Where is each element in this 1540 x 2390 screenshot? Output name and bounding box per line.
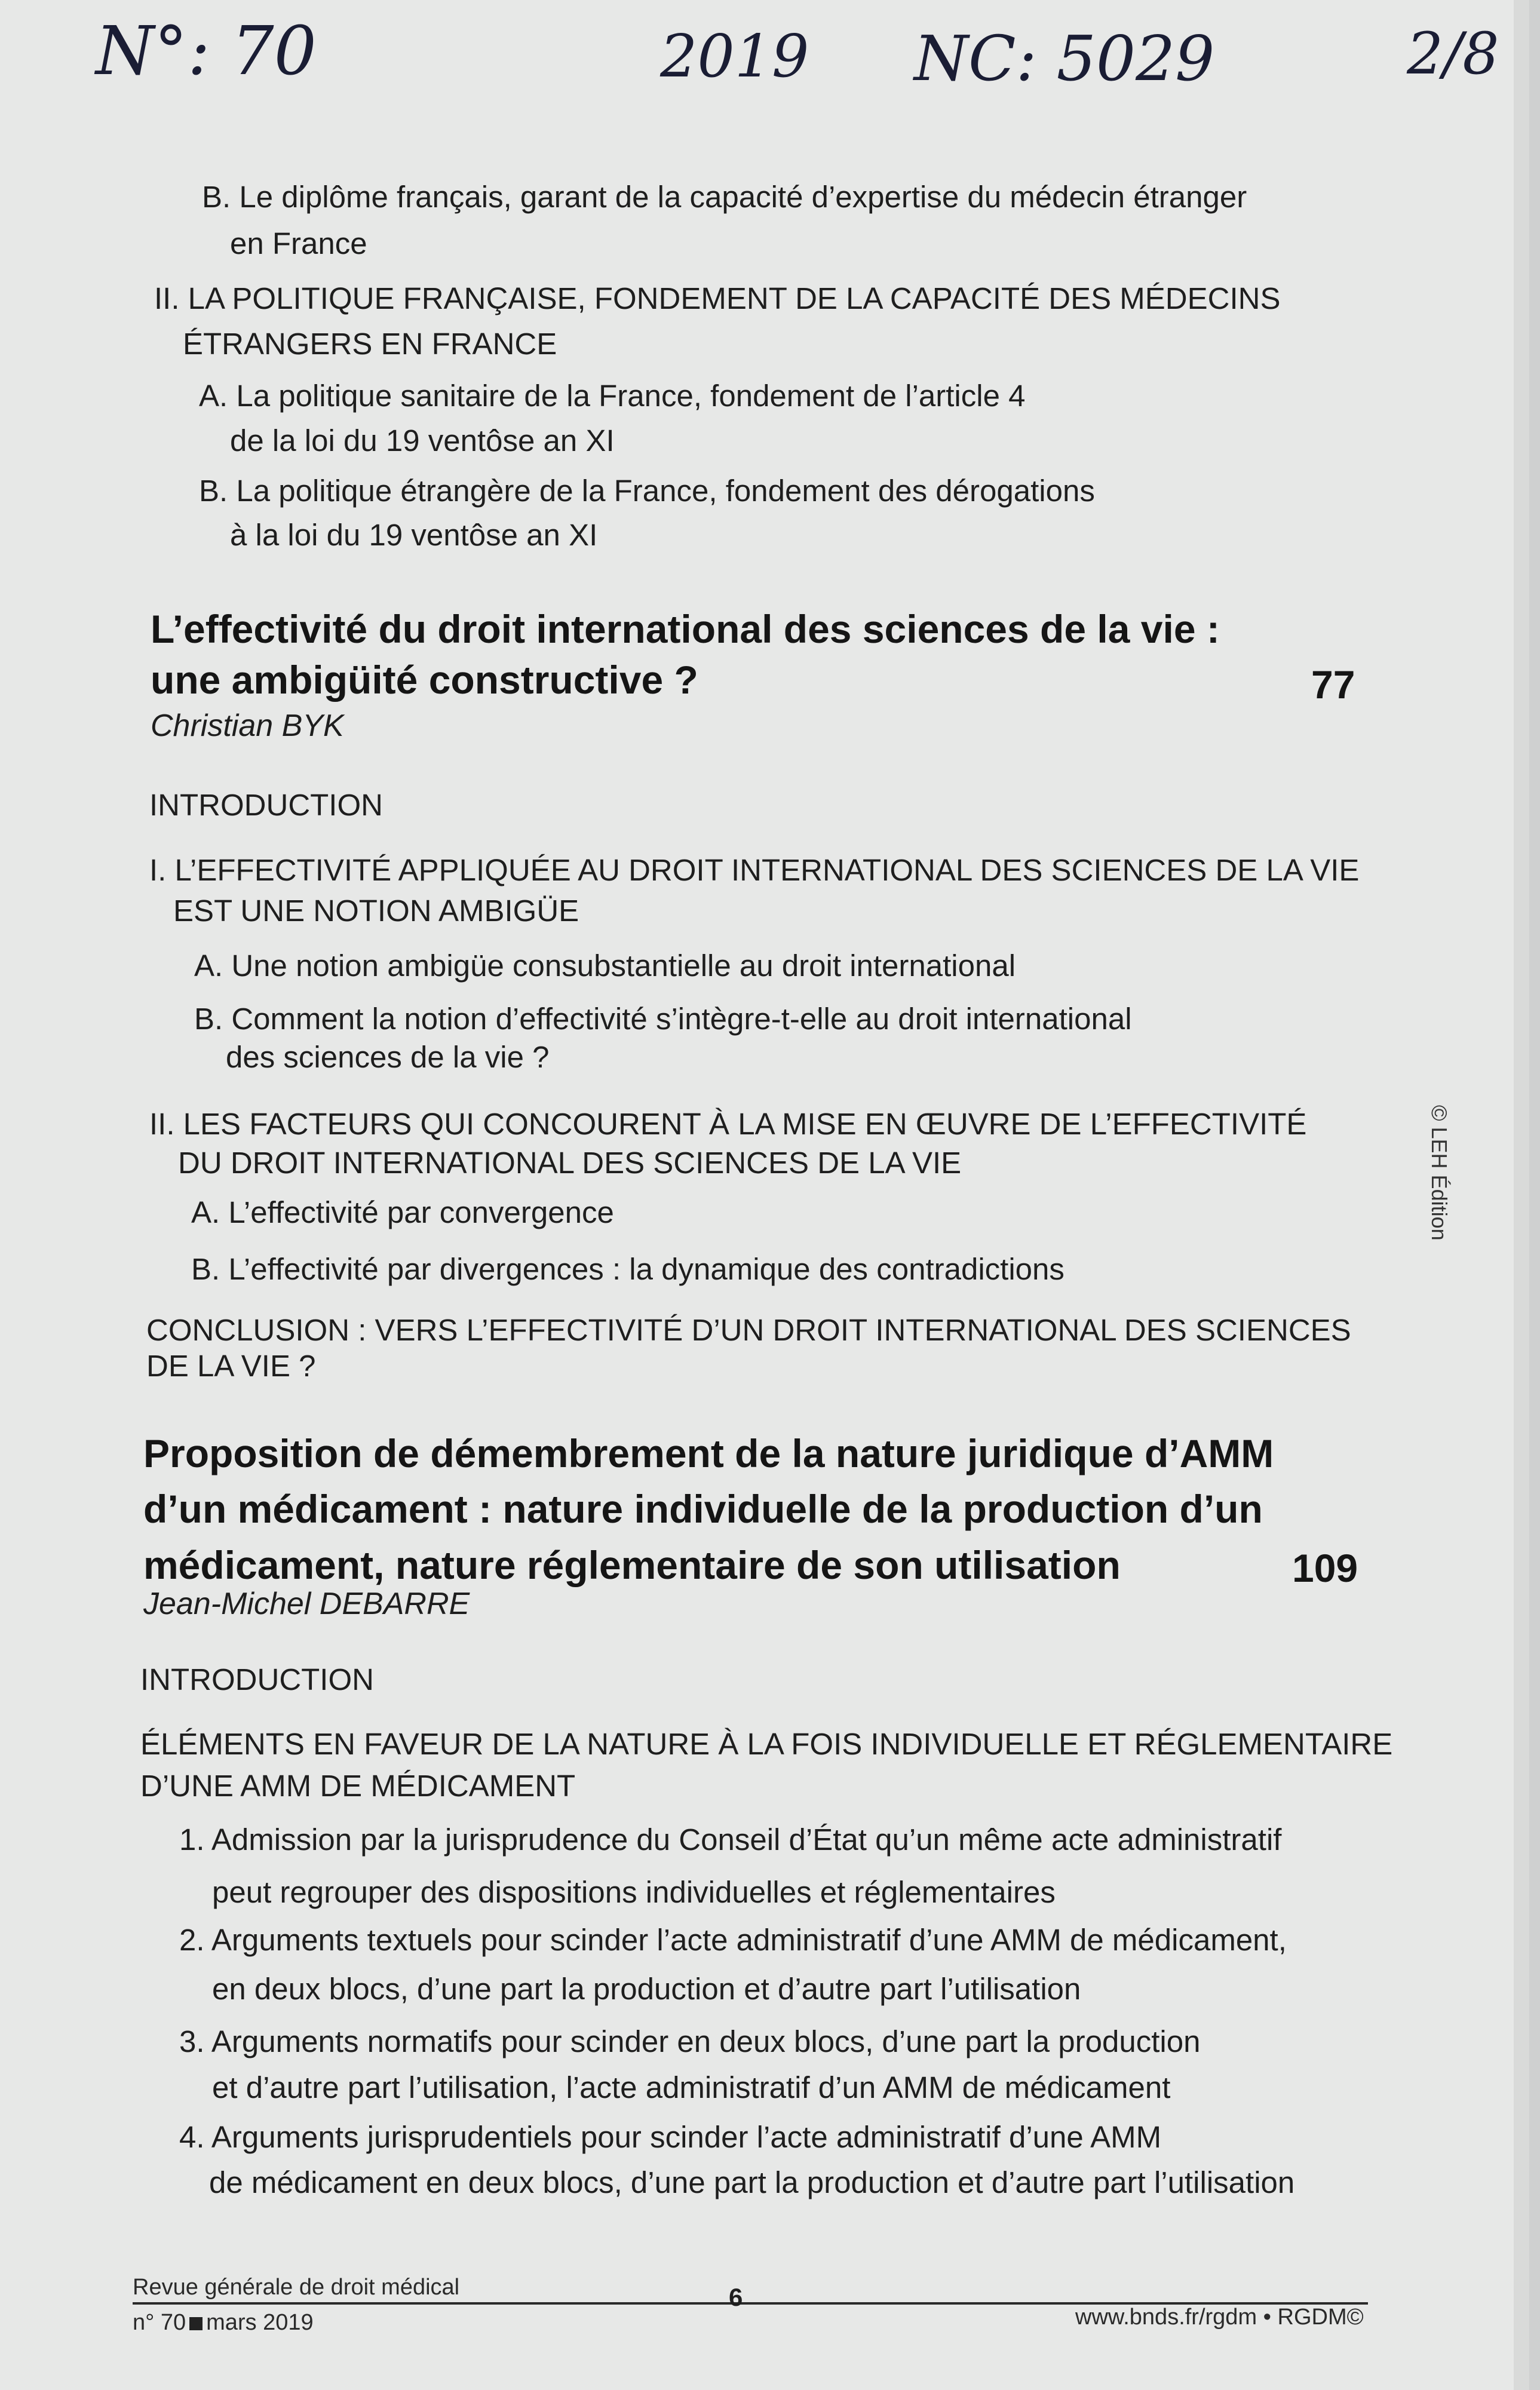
toc-line: II. LES FACTEURS QUI CONCOURENT À LA MISE EN ŒUVRE DE L’EFFECTIVITÉ [149,1107,1307,1141]
toc-line: 4. Arguments jurisprudentiels pour scinder l’acte administratif d’une AMM [179,2120,1162,2154]
toc-line: DU DROIT INTERNATIONAL DES SCIENCES DE LA VIE [178,1146,962,1180]
toc-line: A. Une notion ambigüe consubstantielle au droit international [194,949,1016,983]
toc-line: et d’autre part l’utilisation, l’acte administratif d’un AMM de médicament [212,2070,1171,2104]
page-number: 109 [1292,1546,1358,1590]
toc-line: ÉTRANGERS EN FRANCE [183,327,557,361]
copyright-text: © LEH Édition [1427,1105,1452,1241]
article-title: une ambigüité constructive ? [151,658,698,702]
article-title: médicament, nature réglementaire de son utilisation [143,1543,1121,1587]
handwritten-nc: NC: 5029 [914,22,1215,95]
toc-line: A. La politique sanitaire de la France, fondement de l’article 4 [199,379,1026,413]
footer-issue: n° 70 [133,2310,186,2335]
square-bullet-icon [189,2317,203,2330]
handwritten-year: 2019 [660,23,809,91]
toc-line: I. L’EFFECTIVITÉ APPLIQUÉE AU DROIT INTERNATIONAL DES SCIENCES DE LA VIE [149,853,1360,887]
toc-line: des sciences de la vie ? [226,1040,550,1074]
footer-website: www.bnds.fr/rgdm • RGDM© [1075,2305,1364,2330]
toc-line: B. Le diplôme français, garant de la capacité d’expertise du médecin étranger [202,180,1247,214]
toc-line: B. La politique étrangère de la France, fondement des dérogations [199,474,1095,508]
article-title: Proposition de démembrement de la nature juridique d’AMM [143,1431,1274,1475]
toc-line: DE LA VIE ? [146,1349,316,1383]
article-author: Jean-Michel DEBARRE [143,1587,470,1621]
toc-line: 1. Admission par la jurisprudence du Conseil d’État qu’un même acte administratif [179,1823,1282,1857]
footer-page-number: 6 [729,2283,743,2311]
article-title: L’effectivité du droit international des sciences de la vie : [151,607,1220,651]
toc-line: A. L’effectivité par convergence [191,1195,614,1229]
toc-line: peut regrouper des dispositions individuelles et réglementaires [212,1875,1056,1909]
toc-line: de la loi du 19 ventôse an XI [230,424,615,458]
toc-line: à la loi du 19 ventôse an XI [230,518,598,552]
toc-line: INTRODUCTION [140,1662,374,1696]
footer-journal: Revue générale de droit médical [133,2275,460,2300]
toc-line: B. L’effectivité par divergences : la dynamique des contradictions [191,1252,1064,1286]
toc-line: D’UNE AMM DE MÉDICAMENT [140,1769,576,1803]
toc-line: en deux blocs, d’une part la production et d’autre part l’utilisation [212,1972,1081,2006]
page-number: 77 [1311,662,1355,707]
toc-line: ÉLÉMENTS EN FAVEUR DE LA NATURE À LA FOIS INDIVIDUELLE ET RÉGLEMENTAIRE [140,1727,1393,1761]
toc-line: EST UNE NOTION AMBIGÜE [173,894,579,928]
handwritten-issue: N°: 70 [96,13,317,90]
toc-line: en France [230,226,367,260]
toc-line: CONCLUSION : VERS L’EFFECTIVITÉ D’UN DROIT INTERNATIONAL DES SCIENCES [146,1313,1351,1347]
toc-line: INTRODUCTION [149,788,383,822]
handwritten-fraction: 2/8 [1407,20,1499,87]
toc-line: 2. Arguments textuels pour scinder l’acte administratif d’une AMM de médicament, [179,1923,1287,1957]
toc-line: 3. Arguments normatifs pour scinder en deux blocs, d’une part la production [179,2024,1201,2058]
toc-line: II. LA POLITIQUE FRANÇAISE, FONDEMENT DE LA CAPACITÉ DES MÉDECINS [154,281,1281,315]
footer-issue-date [133,2310,314,2336]
footer-date: mars 2019 [206,2310,314,2335]
article-title: d’un médicament : nature individuelle de la production d’un [143,1487,1263,1531]
toc-line: B. Comment la notion d’effectivité s’intègre-t-elle au droit international [194,1002,1132,1036]
toc-line: de médicament en deux blocs, d’une part la production et d’autre part l’utilisation [209,2165,1295,2199]
article-author: Christian BYK [151,708,344,743]
